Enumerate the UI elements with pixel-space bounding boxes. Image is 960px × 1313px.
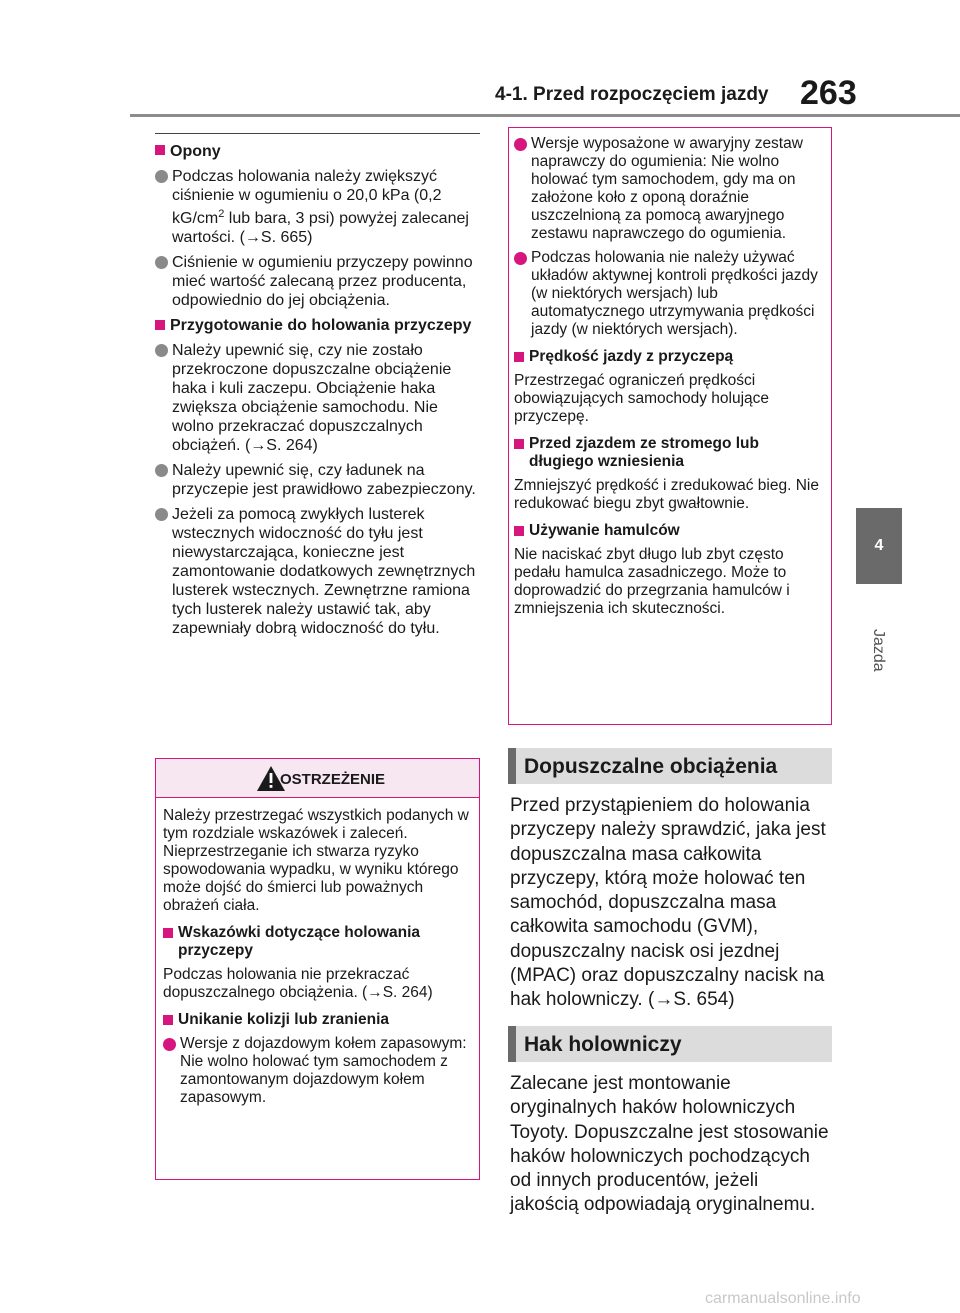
square-bullet-icon xyxy=(155,145,165,155)
square-bullet-icon xyxy=(514,352,524,362)
round-bullet-icon xyxy=(155,344,168,357)
section-header-hitch: Hak holowniczy xyxy=(508,1026,832,1062)
section-title: 4-1. Przed rozpoczęciem jazdy xyxy=(495,84,769,105)
prep-heading: Przygotowanie do holowania przyczepy xyxy=(155,316,480,335)
list-item: Podczas holowania nie należy używać układów aktywnej kontroli prędkości jazdy (w niektórych wersjach) lub automatycznego utrzymywania prędkości jazdy (w niektórych wersjach). xyxy=(514,249,826,339)
header-divider xyxy=(130,114,960,117)
list-item: Wersje wyposażone w awaryjny zestaw naprawczy do ogumienia: Nie wolno holować tym samochodem, gdy ma on założone koło z oponą doraźnie uszczelnioną za pomocą awaryjnego zestawu naprawczego do ogumienia. xyxy=(514,135,826,243)
round-bullet-icon xyxy=(514,138,527,151)
square-bullet-icon xyxy=(155,320,165,330)
chapter-tab: 4 xyxy=(856,508,902,584)
section-header-loads: Dopuszczalne obciążenia xyxy=(508,748,832,784)
list-item: Wersje z dojazdowym kołem zapasowym: Nie wolno holować tym samochodem z zamontowanym dojazdowym kołem zapasowym. xyxy=(163,1035,473,1107)
square-bullet-icon xyxy=(514,526,524,536)
list-item: Ciśnienie w ogumieniu przyczepy powinno mieć wartość zalecaną przez producenta, odpowiednio do jej obciążenia. xyxy=(155,253,480,310)
list-item: Należy upewnić się, czy ładunek na przyczepie jest prawidłowo zabezpieczony. xyxy=(155,461,480,499)
round-bullet-icon xyxy=(155,256,168,269)
warning-body: Należy przestrzegać wszystkich podanych w tym rozdziale wskazówek i zaleceń. Nieprzestrzeganie ich stwarza ryzyko spowodowania wypadku, w wyniku którego może dojść do śmierci lub poważnych obrażeń ciała. Wskazówki dotyczące holowania przyczepy Podczas holowania nie przekraczać dopuszczalnego obciążenia. (→S. 264) Unikanie kolizji lub zranienia Wersje z dojazdowym kołem zapasowym: Nie wolno holować tym samochodem z zamontowanym dojazdowym kołem zapasowym. xyxy=(163,807,473,1107)
tires-heading: Opony xyxy=(155,142,480,161)
round-bullet-icon xyxy=(514,252,527,265)
warning-title: OSTRZEŻENIE xyxy=(279,771,385,788)
square-bullet-icon xyxy=(514,439,524,449)
warning-continued-box: Wersje wyposażone w awaryjny zestaw naprawczy do ogumienia: Nie wolno holować tym samochodem, gdy ma on założone koło z oponą doraźnie uszczelnioną za pomocą awaryjnego zestawu naprawczego do ogumienia. Podczas holowania nie należy używać układów aktywnej kontroli prędkości jazdy (w niektórych wersjach) lub automatycznego utrzymywania prędkości jazdy (w niektórych wersjach). Prędkość jazdy z przyczepą Przestrzegać ograniczeń prędkości obowiązujących samochody holujące przyczepę. Przed zjazdem ze stromego lub długiego wzniesienia Zmniejszyć prędkość i zredukować bieg. Nie redukować biegu zbyt gwałtownie. Używanie hamulców Nie naciskać zbyt długo lub zbyt często pedału hamulca zasadniczego. Może to doprowadzić do przegrzania hamulców i zmniejszenia ich skuteczności. xyxy=(508,127,832,725)
descent-heading: Przed zjazdem ze stromego lub długiego wzniesienia xyxy=(514,435,826,471)
warning-box xyxy=(155,758,480,1180)
warning-subheading: Wskazówki dotyczące holowania przyczepy xyxy=(163,924,473,960)
round-bullet-icon xyxy=(163,1038,176,1051)
page-number: 263 xyxy=(800,74,857,112)
speed-heading: Prędkość jazdy z przyczepą xyxy=(514,348,826,366)
warning-subheading: Unikanie kolizji lub zranienia xyxy=(163,1011,473,1029)
round-bullet-icon xyxy=(155,464,168,477)
hitch-paragraph: Zalecane jest montowanie oryginalnych haków holowniczych Toyoty. Dopuszczalne jest stosowanie haków holowniczych pochodzących od innych producentów, jeżeli jakością odpowiadają oryginalnemu. xyxy=(510,1073,829,1216)
column-divider xyxy=(155,133,480,134)
watermark: carmanualsonline.info xyxy=(705,1290,861,1307)
square-bullet-icon xyxy=(163,1015,173,1025)
list-item: Należy upewnić się, czy nie zostało przekroczone dopuszczalne obciążenie haka i kuli zaczepu. Obciążenie haka zwiększa obciążenie samochodu. Nie wolno przekraczać dopuszczalnych obciążeń. (→S. 264) xyxy=(155,341,480,455)
square-bullet-icon xyxy=(163,928,173,938)
list-item: Jeżeli za pomocą zwykłych lusterek wstecznych widoczność do tyłu jest niewystarczająca, konieczne jest zamontowanie dodatkowych zewnętrznych lusterek wstecznych. Zewnętrzne ramiona tych lusterek należy ustawić tak, aby zapewniały dobrą widoczność do tyłu. xyxy=(155,505,480,638)
loads-paragraph: Przed przystąpieniem do holowania przyczepy należy sprawdzić, jaka jest dopuszczalna masa całkowita przyczepy, którą może holować ten samochód, dopuszczalna masa całkowita samochodu (GVM), dopuszczalny nacisk osi jezdnej (MPAC) oraz dopuszczalny nacisk na hak holowniczy. (→S. 654) xyxy=(510,795,826,1011)
brakes-heading: Używanie hamulców xyxy=(514,522,826,540)
left-column xyxy=(155,142,480,638)
list-item: Podczas holowania należy zwiększyć ciśnienie w ogumieniu o 20,0 kPa (0,2 $kG/cm^2$ lub bara, 3 psi) powyżej zalecanej wartości. (→S. 665) xyxy=(155,167,480,247)
round-bullet-icon xyxy=(155,170,168,183)
chapter-label: Jazda xyxy=(870,628,887,672)
round-bullet-icon xyxy=(155,508,168,521)
